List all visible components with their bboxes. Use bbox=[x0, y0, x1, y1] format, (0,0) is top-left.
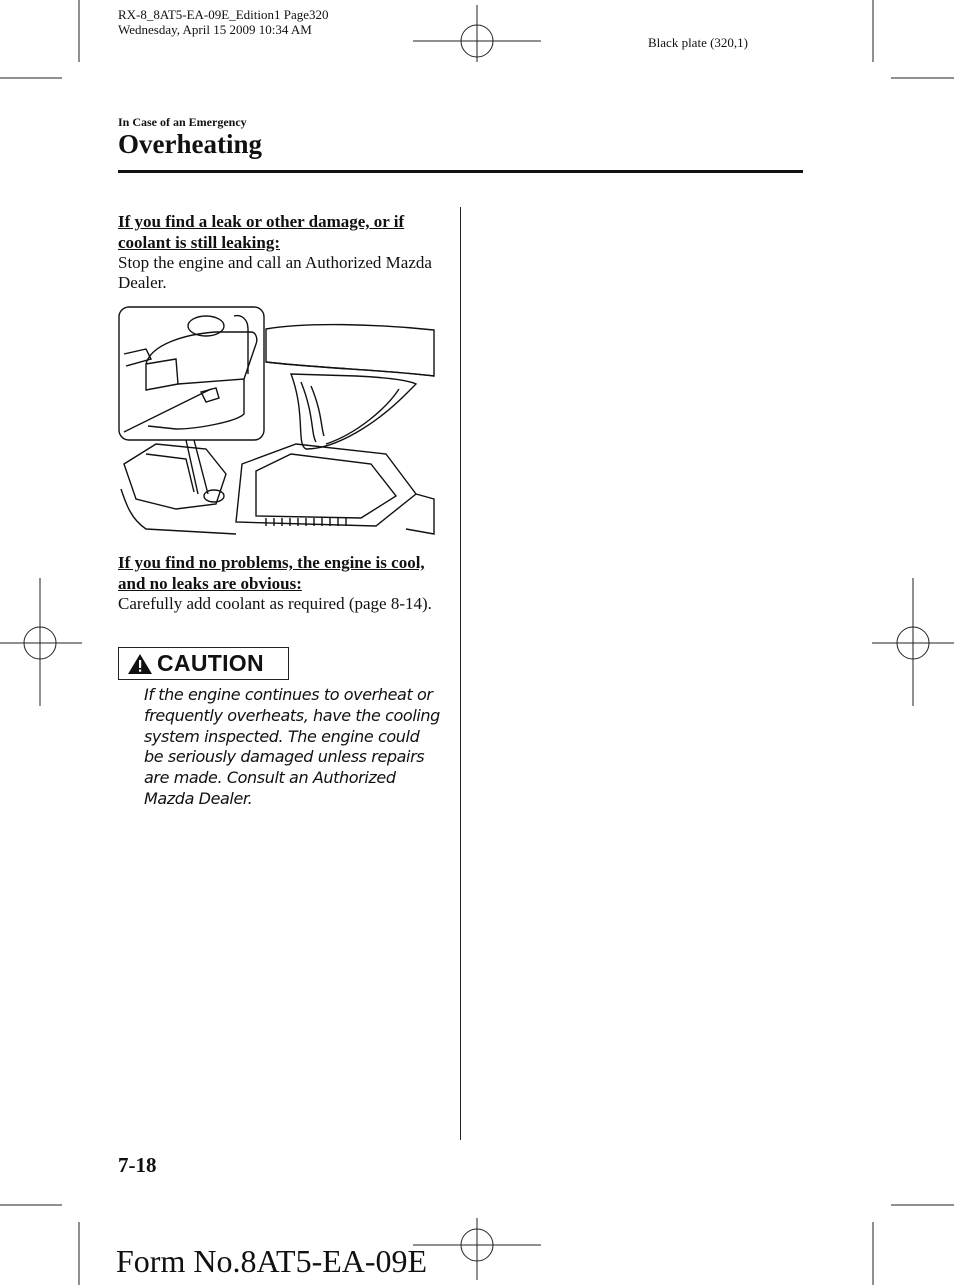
caution-label: CAUTION bbox=[157, 650, 264, 676]
page-title: Overheating bbox=[118, 129, 262, 159]
caution-box bbox=[118, 647, 289, 680]
leak-heading: If you find a leak or other damage, or if coolant is still leaking: bbox=[118, 212, 405, 252]
caution-text: If the engine continues to overheat or frequently overheats, have the cooling system inspected. The engine could be seriously damaged unless repairs are made. Consult an Authorized Mazda Dealer. bbox=[144, 685, 440, 808]
no-problem-text: Carefully add coolant as required (page 8-14). bbox=[118, 594, 432, 613]
slug-line-2: Wednesday, April 15 2009 10:34 AM bbox=[118, 22, 312, 37]
section-label: In Case of an Emergency bbox=[118, 115, 247, 129]
plate-info: Black plate (320,1) bbox=[648, 35, 748, 50]
header-rule bbox=[118, 170, 803, 173]
registration-mark-right bbox=[872, 578, 954, 706]
no-problem-heading: If you find no problems, the engine is cool, and no leaks are obvious: bbox=[118, 553, 425, 593]
slug-line-1: RX-8_8AT5-EA-09E_Edition1 Page320 bbox=[118, 7, 329, 22]
crop-mark-top-right bbox=[873, 0, 954, 78]
slug-info bbox=[118, 7, 329, 37]
crop-mark-bottom-right bbox=[873, 1205, 954, 1285]
registration-mark-left bbox=[0, 578, 82, 706]
column-divider bbox=[460, 207, 461, 1140]
engine-bay-illustration bbox=[116, 304, 436, 540]
registration-mark-bottom bbox=[413, 1218, 541, 1280]
form-number: Form No.8AT5-EA-09E bbox=[116, 1243, 428, 1279]
crop-mark-top-left bbox=[0, 0, 79, 78]
crop-mark-bottom-left bbox=[0, 1205, 79, 1285]
warning-triangle-icon bbox=[127, 653, 153, 675]
leak-text: Stop the engine and call an Authorized Mazda Dealer. bbox=[118, 253, 432, 292]
registration-mark-top bbox=[413, 5, 541, 62]
page-number: 7-18 bbox=[118, 1153, 157, 1177]
